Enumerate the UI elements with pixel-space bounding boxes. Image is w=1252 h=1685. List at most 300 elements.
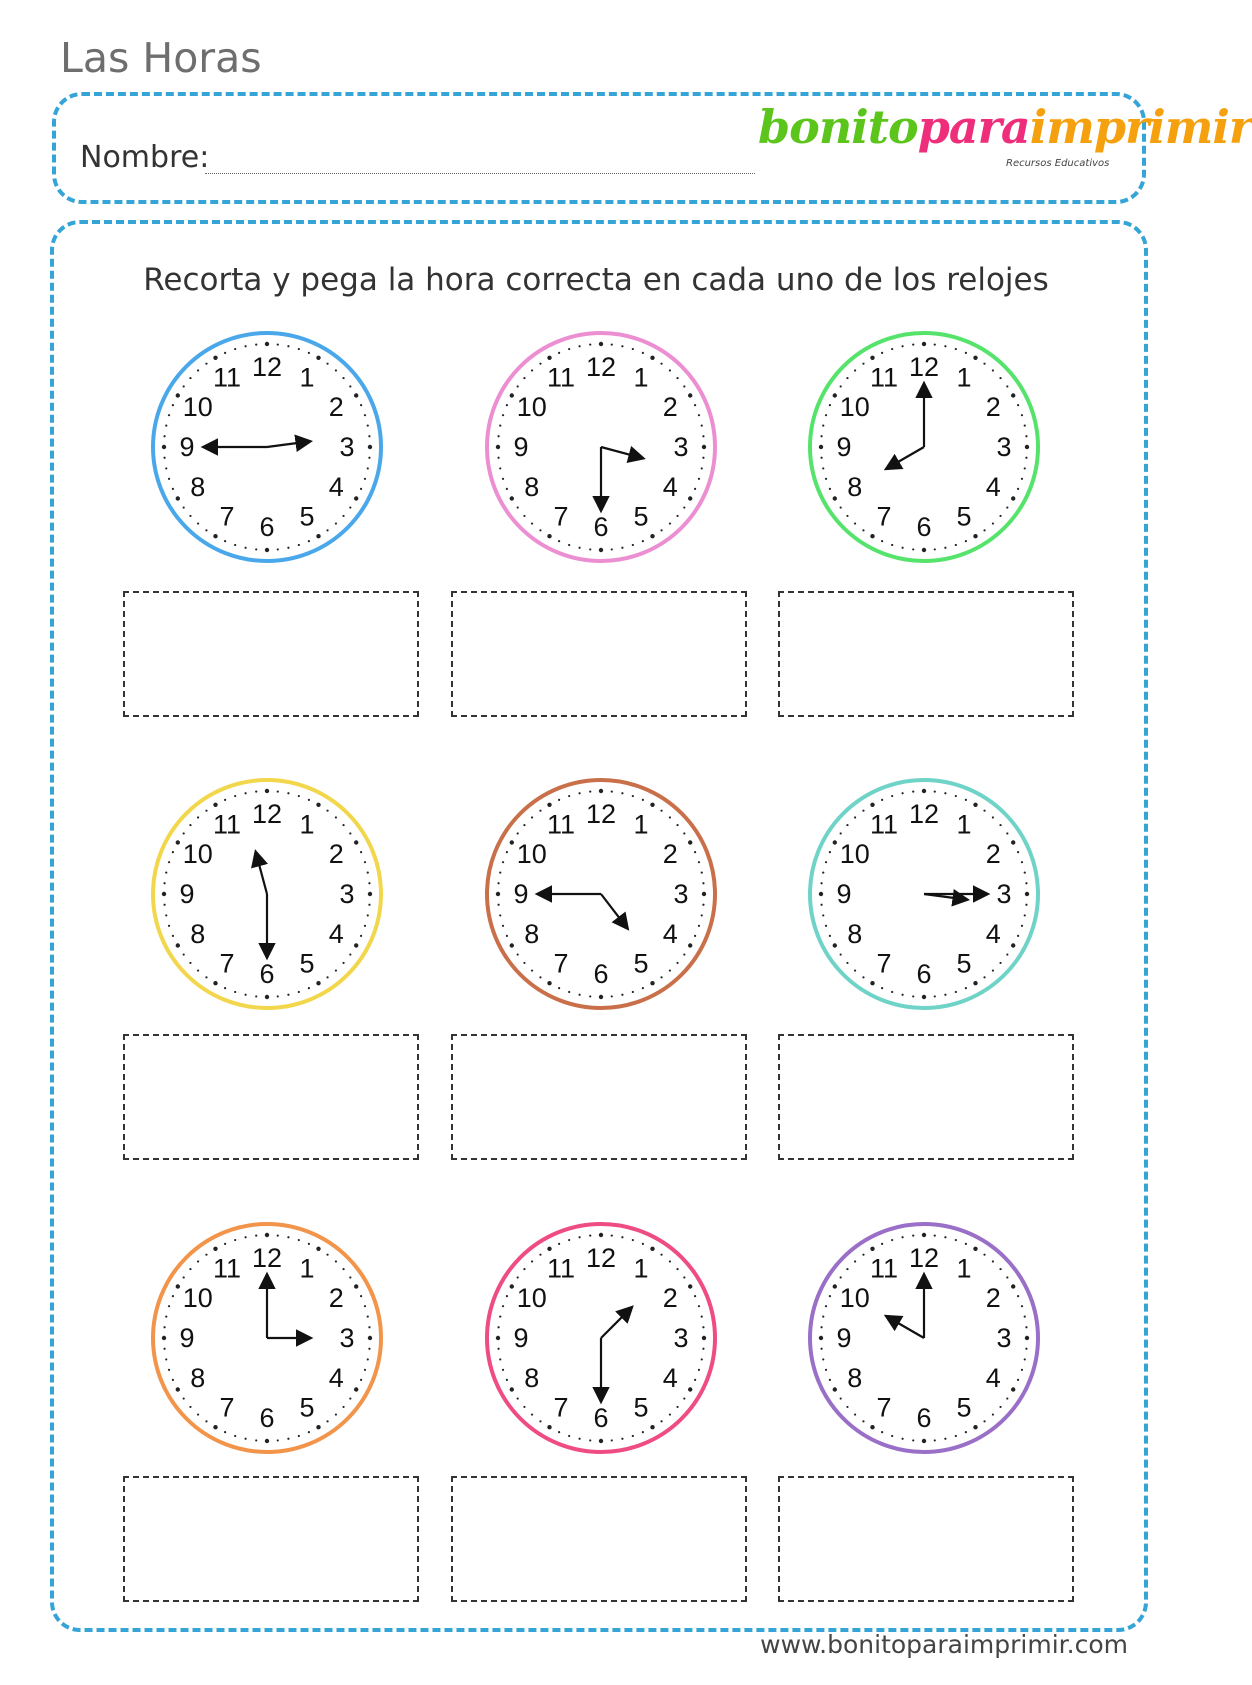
answer-box[interactable]	[778, 1034, 1074, 1160]
clock-number: 1	[299, 809, 315, 840]
minute-tick	[367, 1358, 369, 1360]
minute-tick	[244, 792, 246, 794]
minute-tick	[698, 1305, 700, 1307]
minute-tick	[642, 352, 644, 354]
clock-number: 9	[836, 879, 852, 909]
minute-tick	[163, 1348, 165, 1350]
minute-tick	[502, 1305, 504, 1307]
minute-tick	[213, 1247, 217, 1251]
minute-tick	[578, 1438, 580, 1440]
minute-tick	[326, 1420, 328, 1422]
page-title: Las Horas	[60, 34, 262, 82]
minute-tick	[819, 1336, 823, 1340]
minute-tick	[244, 1236, 246, 1238]
clock-number: 1	[633, 809, 649, 840]
minute-tick	[854, 1413, 856, 1415]
minute-tick	[342, 1268, 344, 1270]
minute-tick	[992, 1413, 994, 1415]
minute-tick	[517, 385, 519, 387]
clock-number: 7	[219, 1392, 235, 1423]
minute-tick	[497, 904, 499, 906]
clock-face	[147, 327, 387, 567]
clock-number: 2	[328, 392, 344, 422]
minute-tick	[224, 1431, 226, 1433]
minute-tick	[368, 457, 370, 459]
minute-tick	[820, 1326, 822, 1328]
clock-number: 1	[633, 362, 649, 393]
minute-tick	[642, 799, 644, 801]
minute-tick	[829, 404, 831, 406]
minute-tick	[1017, 404, 1019, 406]
minute-tick	[547, 356, 551, 360]
minute-tick	[1025, 1336, 1029, 1340]
minute-tick	[702, 904, 704, 906]
minute-tick	[1017, 488, 1019, 490]
minute-tick	[1017, 1295, 1019, 1297]
minute-tick	[632, 991, 634, 993]
footer-url: www.bonitoparaimprimir.com	[760, 1630, 1128, 1659]
minute-tick	[660, 810, 662, 812]
minute-tick	[189, 1406, 191, 1408]
minute-tick	[589, 548, 591, 550]
minute-tick	[1025, 457, 1027, 459]
minute-tick	[349, 953, 351, 955]
minute-tick	[523, 1268, 525, 1270]
clock-number: 12	[585, 1243, 617, 1273]
minute-tick	[840, 385, 842, 387]
minute-tick	[510, 393, 514, 397]
minute-tick	[308, 352, 310, 354]
minute-tick	[502, 478, 504, 480]
minute-tick	[224, 352, 226, 354]
clock-number: 10	[182, 839, 213, 869]
clock-number: 8	[524, 919, 540, 949]
clock-number: 6	[916, 1403, 932, 1433]
minute-tick	[506, 935, 508, 937]
minute-tick	[165, 1358, 167, 1360]
minute-tick	[701, 424, 703, 426]
minute-tick	[162, 445, 166, 449]
minute-tick	[176, 496, 180, 500]
minute-tick	[224, 799, 226, 801]
answer-box[interactable]	[123, 1476, 419, 1602]
minute-tick	[364, 861, 366, 863]
minute-tick	[820, 1348, 822, 1350]
minute-tick	[510, 840, 514, 844]
minute-tick	[944, 547, 946, 549]
minute-tick	[983, 810, 985, 812]
clock-number: 2	[328, 839, 344, 869]
clock-number: 10	[182, 1283, 213, 1313]
minute-tick	[992, 816, 994, 818]
minute-tick	[531, 816, 533, 818]
minute-tick	[499, 871, 501, 873]
minute-tick	[367, 914, 369, 916]
minute-tick	[197, 522, 199, 524]
clock-number: 11	[869, 362, 899, 393]
minute-tick	[840, 832, 842, 834]
minute-tick	[660, 529, 662, 531]
minute-tick	[650, 1247, 654, 1251]
minute-tick	[955, 348, 957, 350]
clock-number: 4	[985, 1363, 1001, 1393]
minute-tick	[342, 377, 344, 379]
clock-face	[481, 327, 721, 567]
clock-number: 8	[847, 1363, 863, 1393]
minute-tick	[335, 816, 337, 818]
minute-tick	[999, 1406, 1001, 1408]
clock-number: 4	[662, 919, 678, 949]
clock-face	[481, 774, 721, 1014]
clock-number: 5	[956, 501, 972, 532]
minute-tick	[364, 1369, 366, 1371]
minute-tick	[694, 1295, 696, 1297]
minute-tick	[922, 548, 926, 552]
minute-tick	[163, 882, 165, 884]
minute-tick	[224, 987, 226, 989]
clock-number: 11	[546, 1253, 576, 1284]
minute-tick	[168, 1305, 170, 1307]
minute-tick	[632, 1239, 634, 1241]
clock-number: 7	[876, 1392, 892, 1423]
minute-tick	[702, 457, 704, 459]
minute-tick	[922, 342, 926, 346]
minute-tick	[1024, 424, 1026, 426]
minute-tick	[934, 548, 936, 550]
minute-tick	[819, 892, 823, 896]
minute-tick	[197, 1413, 199, 1415]
minute-tick	[364, 1305, 366, 1307]
minute-tick	[298, 1435, 300, 1437]
minute-tick	[589, 1234, 591, 1236]
minute-tick	[650, 803, 654, 807]
minute-tick	[912, 790, 914, 792]
minute-tick	[539, 363, 541, 365]
minute-tick	[255, 343, 257, 345]
clock-number: 10	[516, 392, 547, 422]
minute-tick	[316, 1425, 320, 1429]
minute-tick	[360, 1295, 362, 1297]
minute-tick	[1025, 1326, 1027, 1328]
minute-tick	[621, 1438, 623, 1440]
minute-tick	[205, 810, 207, 812]
clock-number: 2	[662, 839, 678, 869]
minute-tick	[862, 976, 864, 978]
minute-tick	[523, 515, 525, 517]
minute-tick	[891, 795, 893, 797]
minute-tick	[213, 1425, 217, 1429]
minute-tick	[506, 1379, 508, 1381]
minute-tick	[983, 976, 985, 978]
minute-tick	[547, 803, 551, 807]
minute-tick	[1006, 953, 1008, 955]
minute-tick	[354, 1284, 358, 1288]
minute-tick	[499, 467, 501, 469]
clock-number: 3	[996, 1323, 1012, 1353]
answer-box[interactable]	[778, 591, 1074, 717]
minute-tick	[308, 799, 310, 801]
clock-number: 3	[339, 879, 355, 909]
clock-number: 7	[219, 501, 235, 532]
minute-tick	[669, 1413, 671, 1415]
clock-number: 1	[956, 809, 972, 840]
minute-tick	[669, 1260, 671, 1262]
minute-tick	[531, 369, 533, 371]
minute-tick	[840, 953, 842, 955]
clock-number: 2	[662, 1283, 678, 1313]
logo-subtitle: Recursos Educativos	[1006, 158, 1110, 169]
minute-tick	[277, 1234, 279, 1236]
minute-tick	[599, 1233, 603, 1237]
minute-tick	[558, 799, 560, 801]
minute-tick	[621, 547, 623, 549]
minute-tick	[265, 548, 269, 552]
minute-tick	[642, 987, 644, 989]
minute-tick	[234, 991, 236, 993]
minute-tick	[683, 385, 685, 387]
clock-number: 5	[633, 501, 649, 532]
minute-tick	[965, 799, 967, 801]
minute-tick	[702, 435, 704, 437]
minute-tick	[955, 544, 957, 546]
minute-tick	[172, 935, 174, 937]
minute-tick	[992, 969, 994, 971]
minute-tick	[316, 534, 320, 538]
minute-tick	[870, 1425, 874, 1429]
minute-tick	[163, 435, 165, 437]
minute-tick	[829, 1295, 831, 1297]
minute-tick	[367, 467, 369, 469]
minute-tick	[213, 534, 217, 538]
minute-tick	[992, 522, 994, 524]
minute-tick	[676, 1406, 678, 1408]
minute-tick	[360, 404, 362, 406]
name-line[interactable]	[205, 173, 755, 174]
minute-tick	[205, 1254, 207, 1256]
minute-tick	[632, 1435, 634, 1437]
minute-tick	[244, 994, 246, 996]
minute-tick	[881, 1431, 883, 1433]
clock-number: 10	[839, 392, 870, 422]
minute-tick	[162, 1336, 166, 1340]
clock-number: 3	[673, 1323, 689, 1353]
minute-tick	[349, 1397, 351, 1399]
minute-tick	[326, 363, 328, 365]
minute-tick	[669, 369, 671, 371]
minute-tick	[698, 925, 700, 927]
minute-tick	[168, 414, 170, 416]
minute-tick	[364, 925, 366, 927]
minute-tick	[840, 506, 842, 508]
answer-box[interactable]	[451, 591, 747, 717]
minute-tick	[163, 457, 165, 459]
clock-number: 10	[839, 839, 870, 869]
minute-tick	[197, 816, 199, 818]
minute-tick	[197, 369, 199, 371]
clock-number: 8	[847, 919, 863, 949]
minute-tick	[163, 904, 165, 906]
minute-tick	[934, 343, 936, 345]
minute-tick	[676, 1268, 678, 1270]
minute-tick	[694, 851, 696, 853]
minute-tick	[912, 1439, 914, 1441]
clock-number: 6	[593, 1403, 609, 1433]
minute-tick	[611, 1439, 613, 1441]
minute-tick	[611, 995, 613, 997]
minute-tick	[701, 1358, 703, 1360]
minute-tick	[660, 1420, 662, 1422]
minute-tick	[688, 393, 692, 397]
minute-tick	[172, 1379, 174, 1381]
minute-tick	[287, 345, 289, 347]
minute-tick	[881, 352, 883, 354]
minute-tick	[287, 792, 289, 794]
clock-number: 3	[673, 879, 689, 909]
minute-tick	[901, 792, 903, 794]
clock-number: 1	[956, 362, 972, 393]
minute-tick	[621, 994, 623, 996]
clock-number: 10	[839, 1283, 870, 1313]
minute-tick	[589, 1439, 591, 1441]
minute-tick	[702, 445, 706, 449]
minute-tick	[822, 914, 824, 916]
minute-tick	[510, 943, 514, 947]
minute-tick	[197, 1260, 199, 1262]
minute-tick	[265, 1439, 269, 1443]
answer-box[interactable]	[451, 1034, 747, 1160]
minute-tick	[846, 962, 848, 964]
minute-tick	[611, 1234, 613, 1236]
minute-tick	[244, 1438, 246, 1440]
clock-number: 3	[339, 1323, 355, 1353]
minute-tick	[599, 789, 603, 793]
minute-tick	[342, 824, 344, 826]
minute-tick	[499, 424, 501, 426]
minute-tick	[660, 363, 662, 365]
minute-tick	[983, 1420, 985, 1422]
minute-tick	[368, 882, 370, 884]
minute-tick	[539, 1254, 541, 1256]
answer-box[interactable]	[451, 1476, 747, 1602]
minute-tick	[326, 976, 328, 978]
answer-box[interactable]	[778, 1476, 1074, 1602]
minute-tick	[354, 1387, 358, 1391]
minute-tick	[360, 851, 362, 853]
minute-tick	[854, 1260, 856, 1262]
minute-tick	[912, 548, 914, 550]
minute-tick	[983, 529, 985, 531]
clock-number: 11	[212, 1253, 242, 1284]
minute-tick	[234, 795, 236, 797]
minute-tick	[367, 1315, 369, 1317]
minute-tick	[944, 792, 946, 794]
name-label: Nombre:	[80, 140, 210, 175]
minute-tick	[822, 871, 824, 873]
minute-tick	[234, 348, 236, 350]
minute-tick	[846, 515, 848, 517]
minute-tick	[676, 962, 678, 964]
minute-tick	[308, 1243, 310, 1245]
minute-tick	[517, 953, 519, 955]
minute-tick	[934, 995, 936, 997]
clock-number: 5	[633, 1392, 649, 1423]
instruction: Recorta y pega la hora correcta en cada uno de los relojes	[143, 262, 1049, 298]
minute-tick	[822, 467, 824, 469]
clock-number: 11	[212, 362, 242, 393]
minute-tick	[558, 540, 560, 542]
minute-tick	[862, 1254, 864, 1256]
minute-tick	[165, 1315, 167, 1317]
minute-tick	[825, 478, 827, 480]
minute-tick	[517, 832, 519, 834]
minute-tick	[701, 1315, 703, 1317]
minute-tick	[1021, 1369, 1023, 1371]
minute-tick	[944, 1236, 946, 1238]
minute-tick	[922, 995, 926, 999]
clock-number: 4	[328, 919, 344, 949]
clock-number: 8	[190, 919, 206, 949]
minute-tick	[277, 1439, 279, 1441]
minute-tick	[599, 995, 603, 999]
answer-box[interactable]	[123, 591, 419, 717]
minute-tick	[819, 445, 823, 449]
clock-number: 9	[836, 432, 852, 462]
minute-tick	[829, 935, 831, 937]
minute-tick	[265, 789, 269, 793]
clock-number: 11	[869, 809, 899, 840]
minute-tick	[846, 377, 848, 379]
minute-tick	[499, 914, 501, 916]
clock-number: 11	[546, 362, 576, 393]
minute-tick	[702, 1348, 704, 1350]
minute-tick	[244, 547, 246, 549]
minute-tick	[912, 995, 914, 997]
minute-tick	[1025, 1348, 1027, 1350]
minute-tick	[335, 969, 337, 971]
minute-tick	[973, 356, 977, 360]
minute-tick	[172, 1295, 174, 1297]
minute-tick	[1025, 435, 1027, 437]
minute-tick	[183, 832, 185, 834]
clock-number: 9	[513, 1323, 529, 1353]
minute-tick	[197, 969, 199, 971]
minute-tick	[172, 488, 174, 490]
minute-tick	[165, 424, 167, 426]
minute-tick	[162, 892, 166, 896]
minute-tick	[992, 369, 994, 371]
minute-tick	[335, 1413, 337, 1415]
minute-tick	[999, 515, 1001, 517]
clock-number: 7	[219, 948, 235, 979]
clock-number: 10	[182, 392, 213, 422]
clock-number: 11	[869, 1253, 899, 1284]
minute-tick	[870, 356, 874, 360]
minute-tick	[999, 1268, 1001, 1270]
minute-tick	[881, 540, 883, 542]
minute-tick	[822, 1315, 824, 1317]
minute-tick	[335, 369, 337, 371]
minute-tick	[891, 348, 893, 350]
minute-tick	[523, 962, 525, 964]
answer-box[interactable]	[123, 1034, 419, 1160]
minute-tick	[862, 529, 864, 531]
minute-tick	[702, 882, 704, 884]
minute-tick	[517, 1397, 519, 1399]
minute-tick	[497, 1348, 499, 1350]
minute-tick	[1011, 496, 1015, 500]
minute-tick	[342, 515, 344, 517]
minute-tick	[854, 816, 856, 818]
